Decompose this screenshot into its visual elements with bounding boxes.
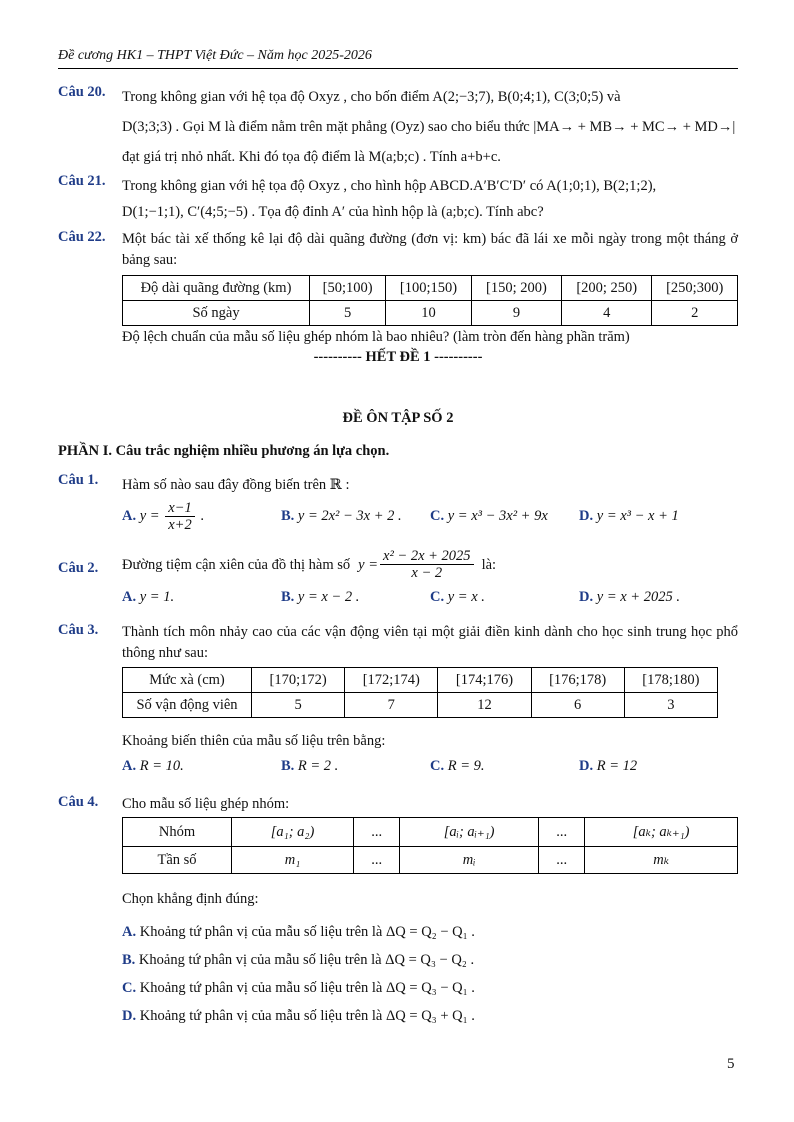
numerator: x² − 2x + 2025 xyxy=(380,548,474,565)
question-22 xyxy=(58,229,738,367)
table-cell: [178;180) xyxy=(624,668,717,693)
option-letter: D. xyxy=(122,1008,137,1024)
exam-title: ĐỀ ÔN TẬP SỐ 2 xyxy=(342,410,454,426)
question-text: là: xyxy=(481,556,497,573)
option-text: y = x . xyxy=(447,589,485,605)
option-c[interactable] xyxy=(430,758,579,775)
option-text: y = xyxy=(139,507,160,524)
table-cell: Mức xà (cm) xyxy=(123,668,252,693)
option-letter: C. xyxy=(122,980,137,996)
table-cell: [250;300) xyxy=(652,276,738,301)
option-letter: B. xyxy=(280,589,295,605)
table-cell: [aₖ; aₖ₊₁) xyxy=(585,818,738,847)
option-b[interactable] xyxy=(281,758,430,775)
option-letter: B. xyxy=(122,952,136,968)
table-cell: mᵢ xyxy=(400,847,539,874)
question-label: Câu 2. xyxy=(58,560,99,576)
table-cell: [aᵢ; aᵢ₊₁) xyxy=(400,818,539,847)
option-b[interactable] xyxy=(281,508,430,525)
fraction xyxy=(165,500,194,533)
option-a[interactable] xyxy=(122,758,281,775)
question-label: Câu 20. xyxy=(58,84,106,100)
question-text: Trong không gian với hệ tọa độ Oxyz , cho hình hộp ABCD.A′B′C′D′ có A(1;0;1), B(2;1;2), xyxy=(122,178,657,194)
question-text: Cho mẫu số liệu ghép nhóm: xyxy=(122,796,290,812)
page-number: 5 xyxy=(727,1056,735,1072)
table-cell: 5 xyxy=(310,301,386,326)
table-row xyxy=(123,847,738,874)
question-2 xyxy=(58,548,738,606)
table-cell: Số vận động viên xyxy=(123,693,252,718)
table-cell: 4 xyxy=(562,301,652,326)
option-text: y = 2x² − 3x + 2 . xyxy=(297,508,402,524)
option-text: Khoảng tứ phân vị của mẫu số liệu trên là ΔQ = Q₃ + Q₁ . xyxy=(139,1008,475,1024)
option-text: R = 2 . xyxy=(297,758,339,774)
option-text: Khoảng tứ phân vị của mẫu số liệu trên là ΔQ = Q₃ − Q₂ . xyxy=(138,952,475,968)
option-text: Khoảng tứ phân vị của mẫu số liệu trên là ΔQ = Q₂ − Q₁ . xyxy=(139,924,475,940)
table-cell: 7 xyxy=(345,693,438,718)
data-table xyxy=(122,667,718,718)
question-text: Thành tích môn nhảy cao của các vận động viên tại một giải điền kinh dành cho học sinh trung học phổ thông như sau: xyxy=(122,624,738,661)
table-cell: 6 xyxy=(531,693,624,718)
option-letter: C. xyxy=(430,508,445,524)
option-c[interactable] xyxy=(430,589,579,606)
table-cell: Số ngày xyxy=(123,301,310,326)
option-d[interactable] xyxy=(579,508,738,525)
data-table xyxy=(122,275,738,326)
question-text: Trong không gian với hệ tọa độ Oxyz , cho bốn điểm A(2;−3;7), B(0;4;1), C(3;0;5) và xyxy=(122,89,621,105)
table-cell: ... xyxy=(539,847,585,874)
table-cell: [172;174) xyxy=(345,668,438,693)
table-row xyxy=(123,693,718,718)
table-cell: [174;176) xyxy=(438,668,531,693)
option-a[interactable] xyxy=(122,500,281,533)
question-text: đạt giá trị nhỏ nhất. Khi đó tọa độ điểm là M(a;b;c) . Tính a+b+c. xyxy=(122,149,501,165)
table-cell: Độ dài quãng đường (km) xyxy=(123,276,310,301)
question-label: Câu 21. xyxy=(58,173,106,189)
table-cell: m₁ xyxy=(232,847,354,874)
table-cell: 9 xyxy=(471,301,561,326)
question-text: Khoảng biến thiên của mẫu số liệu trên bằng: xyxy=(122,733,386,749)
option-text: y = x³ − 3x² + 9x xyxy=(447,508,548,524)
option-text: Khoảng tứ phân vị của mẫu số liệu trên là ΔQ = Q₃ − Q₁ . xyxy=(139,980,475,996)
option-letter: D. xyxy=(579,508,594,524)
option-letter: D. xyxy=(579,758,594,774)
table-cell: [150; 200) xyxy=(471,276,561,301)
option-letter: D. xyxy=(579,589,594,605)
option-letter: C. xyxy=(430,758,445,774)
denominator: x − 2 xyxy=(411,565,443,581)
question-text: Chọn khẳng định đúng: xyxy=(122,891,259,907)
table-cell: 3 xyxy=(624,693,717,718)
option-text: R = 12 xyxy=(596,758,638,774)
end-marker: ---------- HẾT ĐỀ 1 ---------- xyxy=(313,349,483,365)
table-row xyxy=(123,818,738,847)
denominator: x+2 xyxy=(168,517,192,533)
option-letter: C. xyxy=(430,589,445,605)
numerator: x−1 xyxy=(165,500,194,517)
option-a[interactable] xyxy=(122,589,281,606)
table-cell: ... xyxy=(354,847,400,874)
table-cell: [170;172) xyxy=(252,668,345,693)
table-cell: [a₁; a₂) xyxy=(232,818,354,847)
table-cell: [100;150) xyxy=(386,276,472,301)
table-cell: [200; 250) xyxy=(562,276,652,301)
option-d[interactable] xyxy=(122,1002,738,1030)
option-c[interactable] xyxy=(122,974,738,1002)
option-b[interactable] xyxy=(122,946,738,974)
section-heading: PHẦN I. Câu trắc nghiệm nhiều phương án lựa chọn. xyxy=(58,443,390,459)
question-label: Câu 1. xyxy=(58,472,99,488)
question-4 xyxy=(58,794,738,1030)
fraction xyxy=(380,548,474,581)
question-text: D(3;3;3) . Gọi M là điểm nằm trên mặt phẳng (Oyz) sao cho biểu thức |MA→ + MB→ + MC→ + MD→| xyxy=(122,119,736,135)
option-text: y = x + 2025 . xyxy=(596,589,680,605)
option-letter: A. xyxy=(122,924,137,940)
table-cell: ... xyxy=(539,818,585,847)
table-cell: [50;100) xyxy=(310,276,386,301)
option-text: R = 10. xyxy=(139,758,184,774)
question-21 xyxy=(58,173,738,225)
table-cell: 12 xyxy=(438,693,531,718)
table-cell: 2 xyxy=(652,301,738,326)
option-letter: A. xyxy=(122,589,137,605)
table-row xyxy=(123,301,738,326)
option-b[interactable] xyxy=(281,589,430,606)
option-letter: B. xyxy=(280,508,295,524)
option-d[interactable] xyxy=(579,589,738,606)
option-letter: A. xyxy=(122,758,137,774)
option-letter: A. xyxy=(122,507,137,524)
question-text: Hàm số nào sau đây đồng biến trên ℝ : xyxy=(122,477,350,493)
option-text: y = x − 2 . xyxy=(297,589,360,605)
table-cell: ... xyxy=(354,818,400,847)
question-text: Một bác tài xế thống kê lại độ dài quãng đường (đơn vị: km) bác đã lái xe mỗi ngày trong một tháng ở bảng sau: xyxy=(122,231,738,268)
option-text: y = 1. xyxy=(139,589,175,605)
table-cell: [176;178) xyxy=(531,668,624,693)
question-1 xyxy=(58,472,738,533)
table-row xyxy=(123,668,718,693)
option-c[interactable] xyxy=(430,508,579,525)
data-table xyxy=(122,817,738,874)
question-text: Độ lệch chuẩn của mẫu số liệu ghép nhóm là bao nhiêu? (làm tròn đến hàng phần trăm) xyxy=(122,329,630,345)
table-cell: Tần số xyxy=(123,847,232,874)
table-cell: mₖ xyxy=(585,847,738,874)
option-letter: B. xyxy=(280,758,295,774)
table-cell: 10 xyxy=(386,301,472,326)
table-cell: Nhóm xyxy=(123,818,232,847)
option-text: y = x³ − x + 1 xyxy=(596,508,679,524)
page-header: Đề cương HK1 – THPT Việt Đức – Năm học 2025-2026 xyxy=(58,48,738,69)
question-3 xyxy=(58,622,738,775)
option-text: . xyxy=(200,507,204,524)
question-label: Câu 22. xyxy=(58,229,106,245)
option-a[interactable] xyxy=(122,918,738,946)
table-row xyxy=(123,276,738,301)
question-text: y = xyxy=(358,556,379,573)
option-text: R = 9. xyxy=(447,758,485,774)
question-text: D(1;−1;1), C′(4;5;−5) . Tọa độ đỉnh A′ của hình hộp là (a;b;c). Tính abc? xyxy=(122,204,544,220)
question-text: Đường tiệm cận xiên của đồ thị hàm số xyxy=(122,556,351,573)
question-label: Câu 4. xyxy=(58,794,99,810)
option-d[interactable] xyxy=(579,758,738,775)
table-cell: 5 xyxy=(252,693,345,718)
question-20 xyxy=(58,84,738,170)
question-label: Câu 3. xyxy=(58,622,99,638)
